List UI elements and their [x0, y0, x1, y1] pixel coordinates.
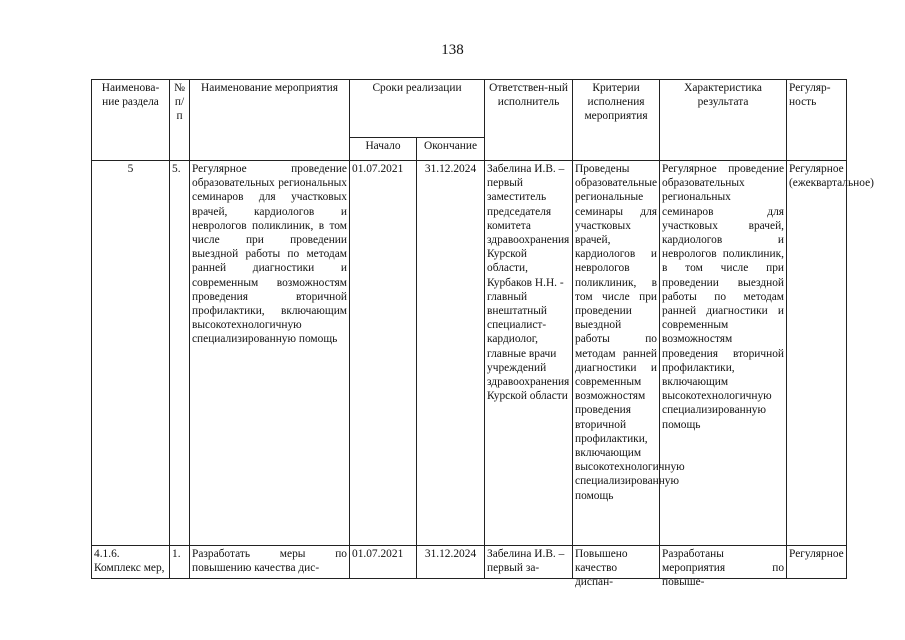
page-number: 138 — [441, 42, 464, 58]
header-result: Характеристика результата — [660, 80, 787, 161]
cell-start-text: 01.07.2021 — [352, 548, 404, 560]
cell-executor — [485, 546, 573, 579]
cell-event — [190, 546, 350, 579]
header-end: Окончание — [417, 138, 485, 161]
cell-event-text: Разработать меры по повышению качества дис- — [192, 548, 347, 575]
cell-number-text: 1. — [172, 548, 181, 560]
table-row — [92, 161, 847, 546]
cell-number: 5. — [170, 161, 190, 546]
header-timing: Сроки реализации — [350, 80, 485, 138]
cell-executor-text: Забелина И.В. –первый за- — [487, 548, 565, 575]
table-row — [92, 546, 847, 579]
cell-section: 5 — [92, 161, 170, 546]
cell-regularity-text: Регулярное — [789, 548, 844, 560]
header-executor: Ответствен-ный исполнитель — [485, 80, 573, 161]
header-event-name: Наименование мероприятия — [190, 80, 350, 161]
cell-event: Регулярное проведение образовательных региональных семинаров для участковых врачей, кардиологов и неврологов поликлиник, в том числе при проведении выездной работы по методам ранней диагностики и современным возможностям проведения вторичной профилактики, включающим высокотехнологичную специализированную помощь — [190, 161, 350, 546]
cell-executor: Забелина И.В. –первый заместитель председателя комитета здравоохранения Курской области, Курбаков Н.Н. - главный внештатный специалист-кардиолог, главные врачи учреждений здравоохранения Курской области — [485, 161, 573, 546]
cell-regularity: Регулярное (ежеквартальное) — [787, 161, 847, 546]
cell-result — [660, 546, 787, 589]
cell-section — [92, 546, 170, 579]
activity-plan-table — [91, 79, 874, 589]
header-section-name: Наименова-ние раздела — [92, 80, 170, 161]
cell-end: 31.12.2024 — [417, 161, 485, 546]
cell-start: 01.07.2021 — [350, 161, 417, 546]
cell-criteria: Проведены образовательные региональные семинары для участковых врачей, кардиологов и неврологов поликлиник, в том числе при проведении выездной работы по методам ранней диагностики и современным возможностям проведения вторичной профилактики, включающим высокотехнологичную специализированную помощь — [573, 161, 660, 546]
table-header-row — [92, 80, 847, 138]
header-regularity: Регуляр-ность — [787, 80, 847, 161]
cell-section-text: 4.1.6. Комплекс мер, — [94, 548, 165, 575]
header-criteria: Критерии исполнения мероприятия — [573, 80, 660, 161]
cell-criteria — [573, 546, 660, 589]
cell-number — [170, 546, 190, 579]
cell-end — [417, 546, 485, 579]
cell-start — [350, 546, 417, 579]
header-number: № п/п — [170, 80, 190, 161]
cell-result-text: Разработаны мероприятия по повыше- — [662, 548, 785, 589]
cell-criteria-text: Повышено качество диспан- — [575, 548, 628, 589]
cell-regularity — [787, 546, 847, 579]
cell-result: Регулярное проведение образовательных региональных семинаров для участковых врачей, кардиологов и неврологов поликлиник, в том числе при проведении выездной работы по методам ранней диагностики и современным возможностям проведения вторичной профилактики, включающим высокотехнологичную специализированную помощь — [660, 161, 787, 546]
header-start: Начало — [350, 138, 417, 161]
cell-end-text: 31.12.2024 — [424, 548, 477, 560]
